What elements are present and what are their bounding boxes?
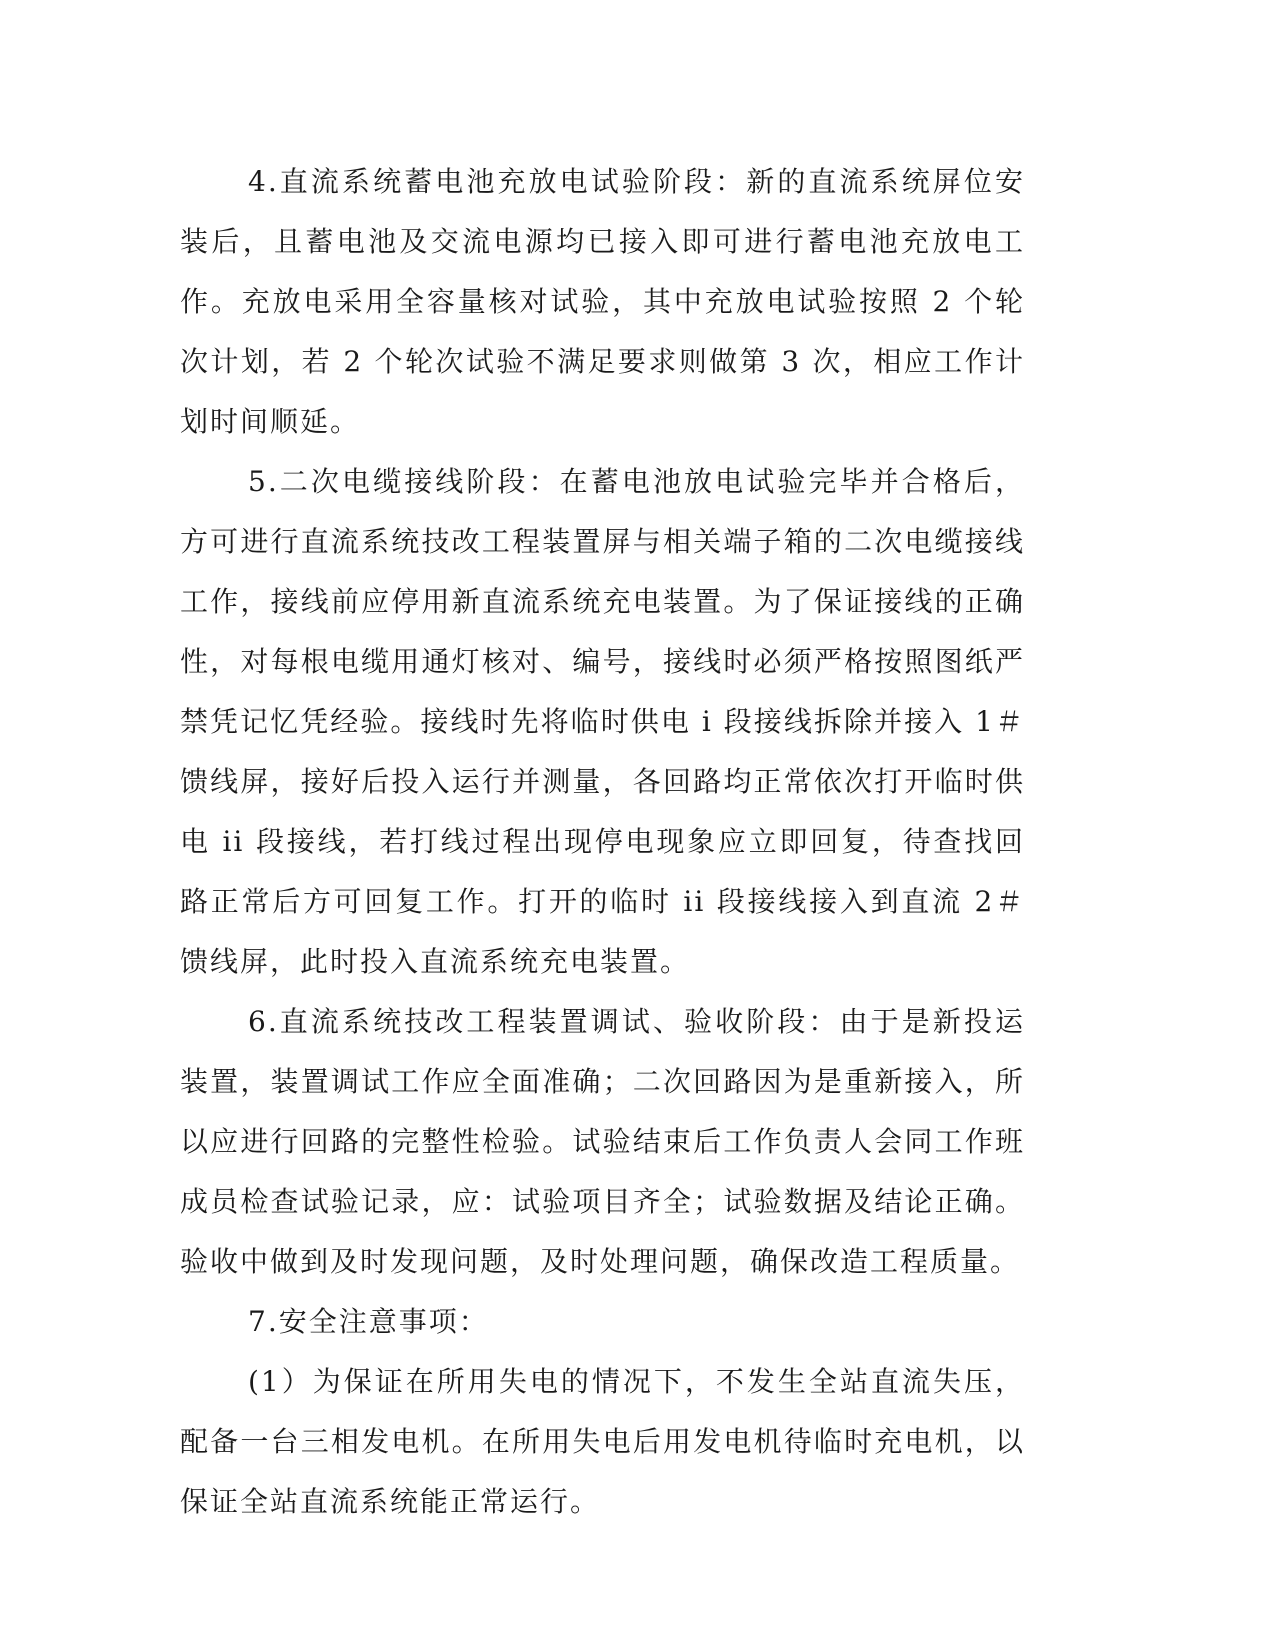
document-body [180,152,1025,1532]
paragraph-commissioning: 6.直流系统技改工程装置调试、验收阶段：由于是新投运装置，装置调试工作应全面准确；二次回路因为是重新接入，所以应进行回路的完整性检验。试验结束后工作负责人会同工作班成员检查试验记录，应：试验项目齐全；试验数据及结论正确。验收中做到及时发现问题，及时处理问题，确保改造工程质量。 [180,1005,1025,1278]
paragraph-battery-test: 4.直流系统蓄电池充放电试验阶段：新的直流系统屏位安装后，且蓄电池及交流电源均已接入即可进行蓄电池充放电工作。充放电采用全容量核对试验，其中充放电试验按照 2 个轮次计划，若 2 个轮次试验不满足要求则做第 3 次，相应工作计划时间顺延。 [180,165,1025,438]
paragraph-cable-wiring: 5.二次电缆接线阶段：在蓄电池放电试验完毕并合格后，方可进行直流系统技改工程装置屏与相关端子箱的二次电缆接线工作，接线前应停用新直流系统充电装置。为了保证接线的正确性，对每根电缆用通灯核对、编号，接线时必须严格按照图纸严禁凭记忆凭经验。接线时先将临时供电 i 段接线拆除并接入 1＃馈线屏，接好后投入运行并测量，各回路均正常依次打开临时供电 ii 段接线，若打线过程出现停电现象应立即回复，待查找回路正常后方可回复工作。打开的临时 ii 段接线接入到直流 2＃馈线屏，此时投入直流系统充电装置。 [180,465,1025,978]
paragraph-safety-heading: 7.安全注意事项： [248,1305,489,1338]
paragraph-safety-item-1: (1）为保证在所用失电的情况下，不发生全站直流失压，配备一台三相发电机。在所用失电后用发电机待临时充电机，以保证全站直流系统能正常运行。 [180,1365,1025,1518]
